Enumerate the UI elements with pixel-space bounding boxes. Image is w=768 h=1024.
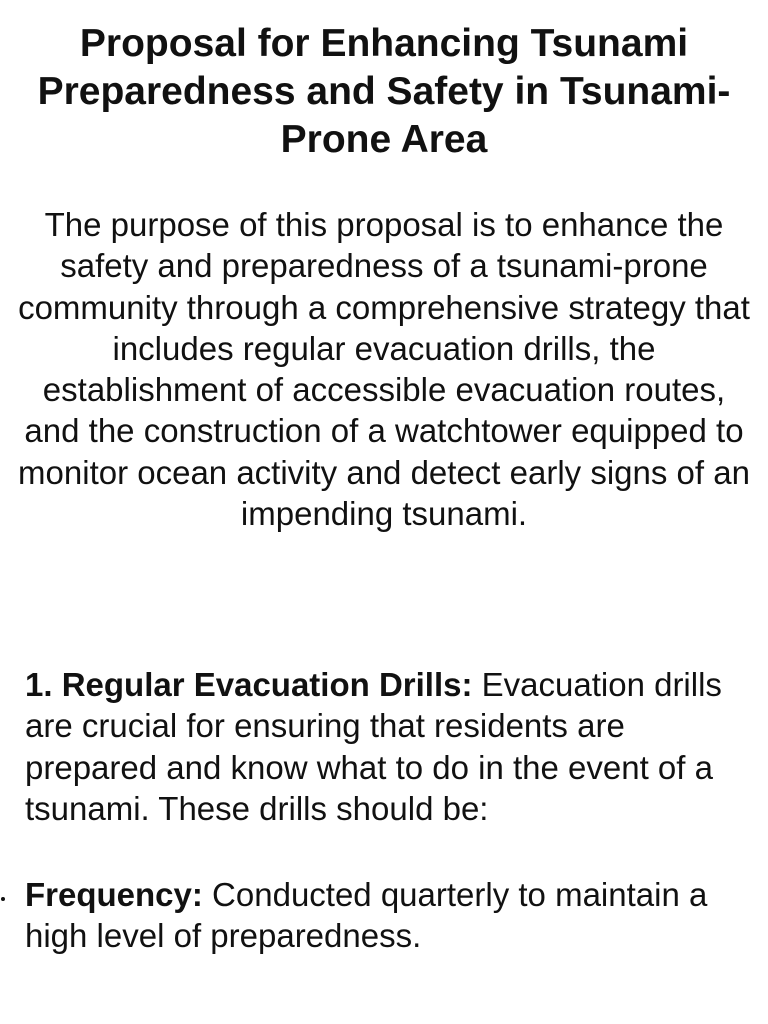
bullet-item-frequency (0, 874, 753, 957)
section-heading: 1. Regular Evacuation Drills: (25, 666, 473, 703)
bullet-list (0, 874, 768, 957)
bullet-dot-icon (1, 897, 5, 901)
document-title: Proposal for Enhancing Tsunami Preparedness and Safety in Tsunami-Prone Area (37, 22, 731, 161)
bullet-label: Frequency: (25, 876, 203, 913)
bullet-text: Conducted quarterly to maintain a high level of preparedness. (25, 876, 708, 955)
section-evacuation-drills (25, 664, 753, 829)
section-body: Evacuation drills are crucial for ensuring that residents are prepared and know what to do in the event of a tsunami. These drills should be: (25, 666, 722, 827)
intro-paragraph: The purpose of this proposal is to enhance the safety and preparedness of a tsunami-prone community through a comprehensive strategy that includes regular evacuation drills, the establishment of accessible evacuation routes, and the construction of a watchtower equipped to monitor ocean activity and detect early signs of an impending tsunami. (18, 206, 750, 533)
